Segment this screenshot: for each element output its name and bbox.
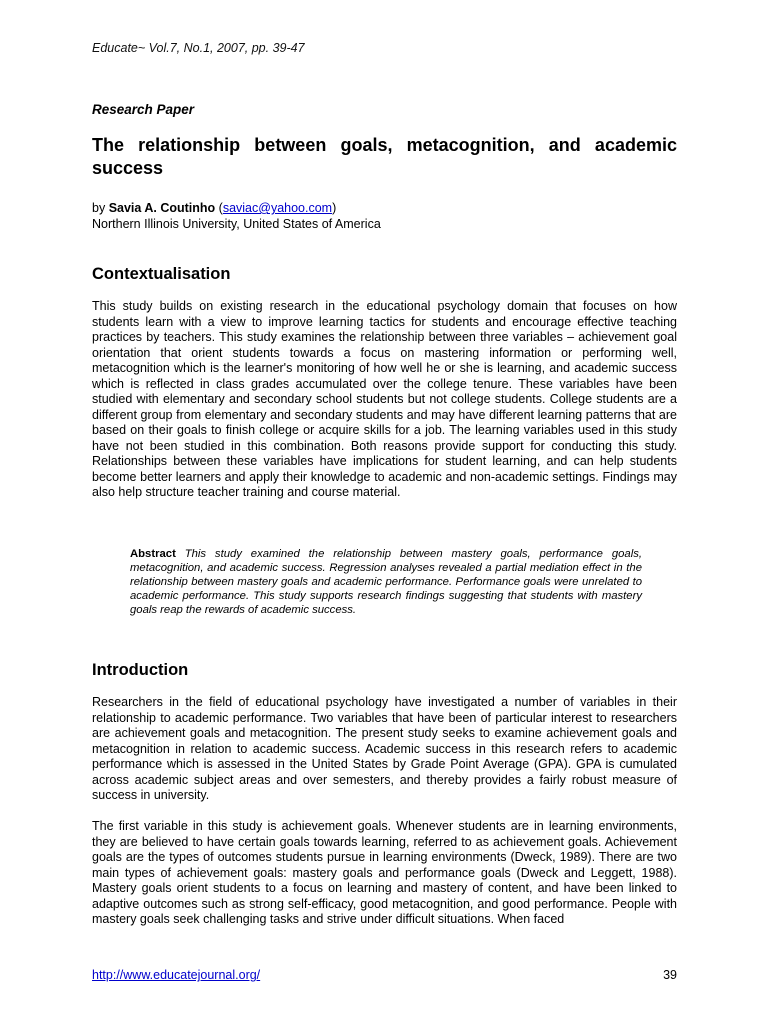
abstract-label: Abstract	[130, 548, 176, 560]
abstract-text: This study examined the relationship between mastery goals, performance goals, metacognition, and academic success. Regression analyses revealed a partial mediation effect in the relationship between mastery goals and academic performance. Performance goals were unrelated to academic performance. This study supports research findings suggesting that students with mastery goals reap the rewards of academic success.	[130, 548, 642, 616]
page-number: 39	[663, 968, 677, 982]
introduction-paragraph-2: The first variable in this study is achievement goals. Whenever students are in learning environments, they are believed to have certain goals towards learning, referred to as achievement goals. Achievement goals are the types of outcomes students pursue in learning environments (Dweck, 1989). There are two main types of achievement goals: mastery goals and performance goals (Dweck and Leggett, 1988). Mastery goals orient students to a focus on learning and mastery of content, and have been linked to adaptive outcomes such as strong self-efficacy, good metacognition, and good performance. People with mastery goals seek challenging tasks and strive under difficult situations. When faced	[92, 819, 677, 926]
paper-title: The relationship between goals, metacognition, and academic success	[92, 135, 677, 178]
contextualisation-heading: Contextualisation	[92, 265, 231, 283]
byline-prefix: by	[92, 201, 109, 215]
journal-citation: Educate~ Vol.7, No.1, 2007, pp. 39-47	[92, 41, 305, 55]
abstract-block	[130, 547, 642, 617]
author-affiliation: Northern Illinois University, United States of America	[92, 217, 381, 231]
email-close-paren: )	[332, 201, 337, 215]
email-open-paren: (	[215, 201, 223, 215]
author-email-link[interactable]: saviac@yahoo.com	[222, 201, 333, 215]
author-line	[92, 200, 677, 216]
author-name: Savia A. Coutinho	[108, 201, 216, 215]
introduction-paragraph-1: Researchers in the field of educational psychology have investigated a number of variables in their relationship to academic performance. Two variables that have been of particular interest to researchers are achievement goals and metacognition. The present study seeks to examine achievement goals and metacognition in relation to academic success. Academic success in this research refers to academic performance which is assessed in the United States by Grade Point Average (GPA). GPA is cumulated across academic subject areas and over semesters, and thereby provides a fairly robust measure of success in university.	[92, 695, 677, 802]
article-type-label: Research Paper	[92, 102, 195, 117]
byline	[92, 200, 677, 232]
introduction-heading: Introduction	[92, 661, 189, 679]
contextualisation-paragraph: This study builds on existing research in the educational psychology domain that focuses on how students learn with a view to improve learning tactics for students and encourage effective teaching practices by teachers. This study examines the relationship between three variables – achievement goal orientation that orient students towards a focus on mastering information or performing well, metacognition which is the learner's monitoring of how well he or she is learning, and academic success which is reflected in class grades accumulated over the college tenure. These variables have been studied with elementary and secondary school students but not college students. College students are a different group from elementary and secondary students and may have different learning patterns that are based on their goals to finish college or acquire skills for a job. The learning variables used in this study have not been studied in this combination. Both reasons provide support for conducting this study. Relationships between these variables have implications for student learning, and can help students become better learners and apply their knowledge to academic and non-academic settings. Findings may also help structure teacher training and course material.	[92, 299, 677, 499]
footer-journal-link[interactable]: http://www.educatejournal.org/	[92, 968, 261, 982]
